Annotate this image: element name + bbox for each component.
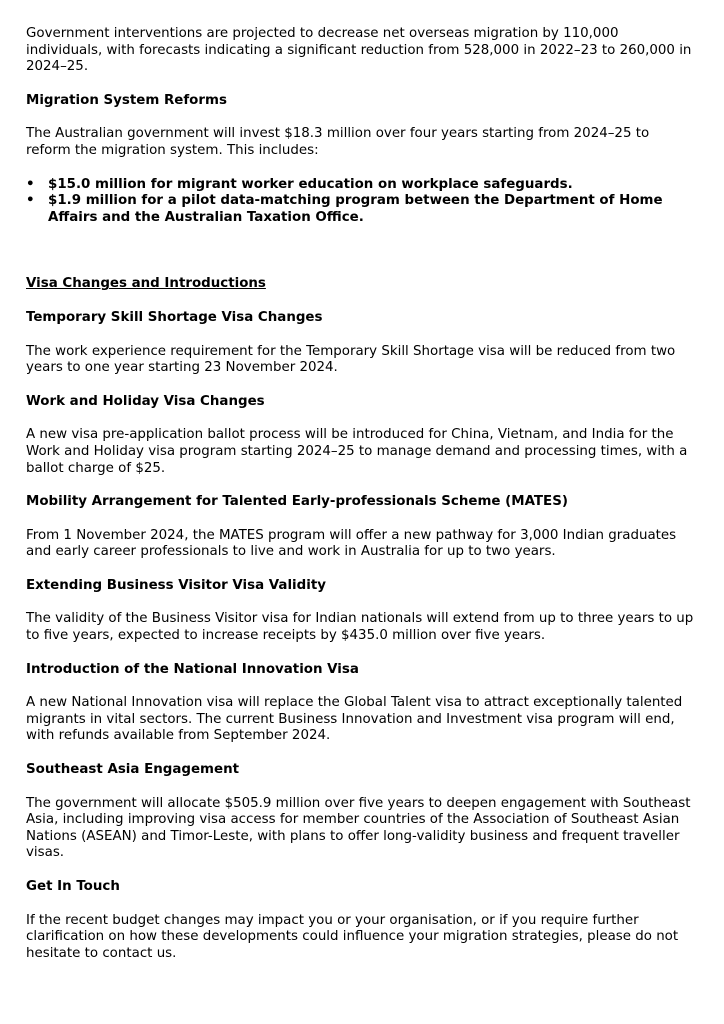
spacer xyxy=(26,678,698,695)
spacer xyxy=(26,896,698,913)
spacer xyxy=(26,862,698,879)
tss-visa-paragraph: The work experience requirement for the Temporary Skill Shortage visa will be reduced from two years to one year starting 23 November 2024. xyxy=(26,343,676,376)
tss-visa-heading: Temporary Skill Shortage Visa Changes xyxy=(26,309,323,325)
national-innovation-visa-paragraph: A new National Innovation visa will replace the Global Talent visa to attract exceptionally talented migrants in vital sectors. The current Business Innovation and Investment visa program will end, with refunds available from September 2024. xyxy=(26,695,683,744)
migration-reforms-heading: Migration System Reforms xyxy=(26,92,227,108)
work-holiday-visa-heading: Work and Holiday Visa Changes xyxy=(26,393,265,409)
spacer xyxy=(26,410,698,427)
funding-bullet-item: • $1.9 million for a pilot data-matching program between the Department of Home Affairs and the Australian Taxation Office. xyxy=(48,193,698,226)
mates-paragraph: From 1 November 2024, the MATES program will offer a new pathway for 3,000 Indian graduates and early career professionals to live and work in Australia for up to two years. xyxy=(26,527,677,560)
spacer xyxy=(26,160,698,177)
spacer xyxy=(26,645,698,662)
work-holiday-visa-paragraph: A new visa pre-application ballot process will be introduced for China, Vietnam, and India for the Work and Holiday visa program starting 2024–25 to manage demand and processing times, with a ballot charge of $25. xyxy=(26,427,688,476)
spacer xyxy=(26,76,698,93)
business-visitor-visa-paragraph: The validity of the Business Visitor visa for Indian nationals will extend from up to three years to up to five years, expected to increase receipts by $435.0 million over five years. xyxy=(26,611,694,644)
migration-reforms-paragraph: The Australian government will invest $18.3 million over four years starting from 2024–25 to reform the migration system. This includes: xyxy=(26,126,650,158)
southeast-asia-heading: Southeast Asia Engagement xyxy=(26,762,240,778)
spacer xyxy=(26,293,698,310)
spacer xyxy=(26,779,698,796)
mates-heading: Mobility Arrangement for Talented Early-professionals Scheme (MATES) xyxy=(26,494,568,510)
funding-bullet-list xyxy=(26,177,698,227)
funding-bullet-item: • $15.0 million for migrant worker education on workplace safeguards. xyxy=(48,177,698,194)
spacer xyxy=(26,594,698,611)
spacer xyxy=(26,377,698,394)
spacer xyxy=(26,226,698,276)
southeast-asia-paragraph: The government will allocate $505.9 million over five years to deepen engagement with Southeast Asia, including improving visa access for member countries of the Association of Southeast Asian Nations (ASEAN) and Timor-Leste, with plans to offer long-validity business and frequent traveller visas. xyxy=(26,795,691,861)
spacer xyxy=(26,511,698,528)
national-innovation-visa-heading: Introduction of the National Innovation Visa xyxy=(26,661,359,677)
business-visitor-visa-heading: Extending Business Visitor Visa Validity xyxy=(26,577,326,593)
spacer xyxy=(26,327,698,344)
intro-paragraph: Government interventions are projected to decrease net overseas migration by 110,000 individuals, with forecasts indicating a significant reduction from 528,000 in 2022–23 to 260,000 in 2024–25. xyxy=(26,26,692,75)
spacer xyxy=(26,477,698,494)
spacer xyxy=(26,109,698,126)
get-in-touch-heading: Get In Touch xyxy=(26,879,120,894)
visa-changes-title: Visa Changes and Introductions xyxy=(26,276,266,292)
spacer xyxy=(26,745,698,762)
spacer xyxy=(26,561,698,578)
get-in-touch-paragraph: If the recent budget changes may impact you or your organisation, or if you require further clarification on how these developments could influence your migration strategies, please do not hesitate to contact us. xyxy=(26,912,679,961)
